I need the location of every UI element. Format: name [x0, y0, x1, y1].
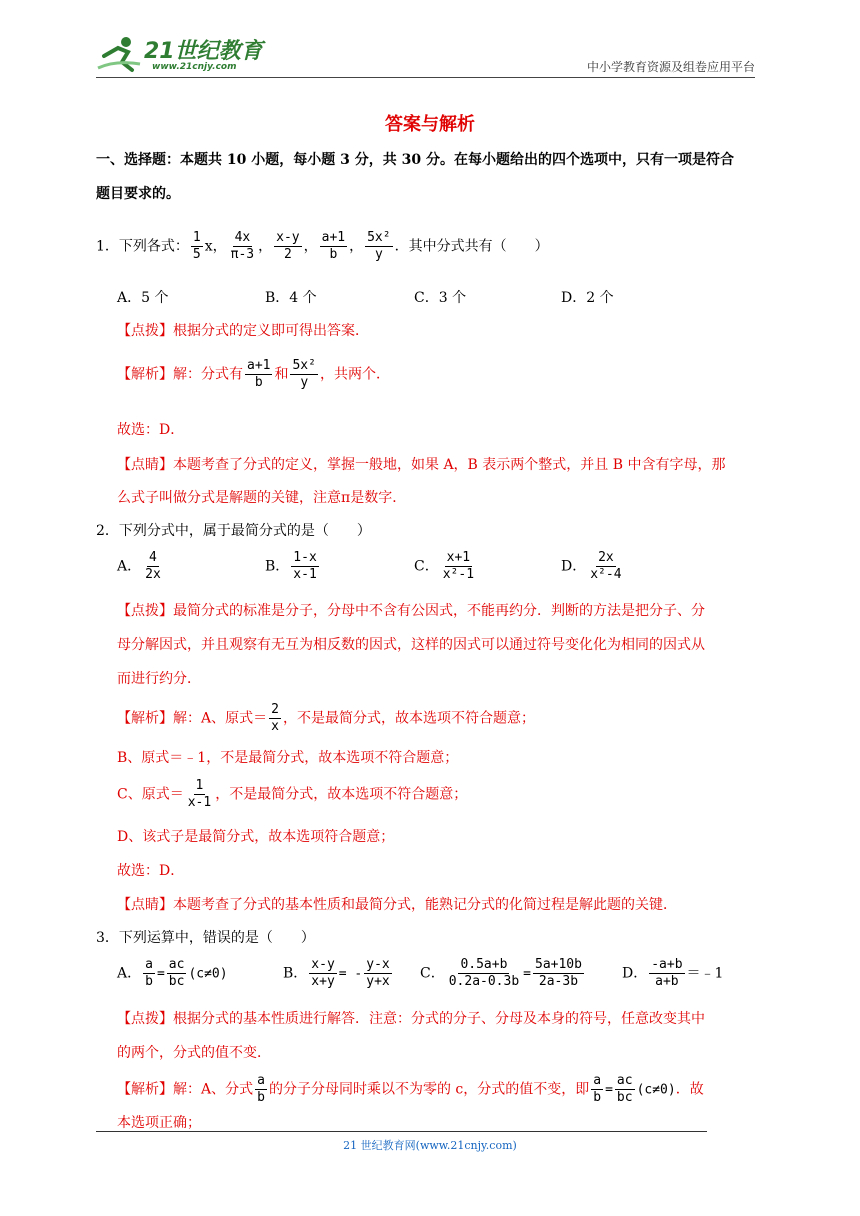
- q2-option-b: B． $\frac{1-x}{x-1}$: [265, 550, 317, 582]
- q1-option-d: D．2 个: [561, 290, 614, 306]
- q1-expr-2: $\frac{4x}{\pi-3}$: [230, 230, 255, 262]
- q1-expr-5: $\frac{\text{5x²}}{y}$: [367, 230, 391, 262]
- logo-text: 21世纪教育: [144, 39, 263, 64]
- q3-option-b: B． $\frac{x-y}{x+y}$ = - $\frac{y-x}{y+x}$: [283, 957, 390, 989]
- header-platform-text: 中小学教育资源及组卷应用平台: [586, 60, 755, 74]
- q1-answer: 故选：D．: [117, 422, 185, 438]
- q1-number: 1．下列各式：: [96, 238, 189, 255]
- header-divider: [96, 77, 755, 78]
- q1-option-a: A．5 个: [117, 290, 169, 306]
- q3-stem: 3．下列运算中，错误的是（ ）: [96, 930, 315, 946]
- q2-option-a: A． $\frac{4}{2x}$: [117, 550, 161, 582]
- q1-stem: 1．下列各式： $\frac{1}{5}$ x， $\frac{4x}{\pi-3}$ ， $\frac{x-y}{2}$ ， $\frac{a+1}{b}$ ， $\frac{\text{5x²}}{y}$ ．其中分式共有（ ）: [96, 230, 549, 262]
- q3-jiexi-line2: 本选项正确；: [117, 1115, 201, 1131]
- q1-expr-1: $\frac{1}{5}$: [192, 230, 201, 262]
- q2-dianjing: 【点睛】本题考查了分式的基本性质和最简分式，能熟记分式的化简过程是解此题的关键．: [117, 897, 677, 913]
- q3-dianbo-line2: 的两个，分式的值不变．: [117, 1045, 271, 1061]
- q3-option-d: D． $\frac{-a+b}{a+b}$ ＝﹣1: [622, 957, 724, 989]
- logo-url: www.21cnjy.com: [152, 62, 237, 72]
- q2-stem: 2．下列分式中，属于最简分式的是（ ）: [96, 523, 371, 539]
- q3-option-c: C． $\frac{0.5a+b}{0.2a-0.3b}$ = $\frac{5a+10b}{2a-3b}$: [420, 957, 582, 989]
- q1-expr-4: $\frac{a+1}{b}$: [321, 230, 346, 262]
- q2-jiexi-c: C、原式＝ $\frac{1}{x-1}$ ，不是最简分式，故本选项不符合题意；: [117, 778, 468, 810]
- q1-dianbo: 【点拨】根据分式的定义即可得出答案．: [117, 323, 369, 339]
- q2-option-c: C． $\frac{x+1}{\text{x²-1}}$: [414, 550, 475, 582]
- q2-dianbo-line2: 母分解因式，并且观察有无互为相反数的因式，这样的因式可以通过符号变化化为相同的因式从: [117, 637, 705, 653]
- runner-logo-icon: [96, 34, 142, 74]
- section-heading-line2: 题目要求的。: [96, 186, 180, 202]
- footer-divider: [96, 1131, 707, 1132]
- footer-text: 21 世纪教育网(www.21cnjy.com): [343, 1139, 517, 1152]
- q2-jiexi-d: D、该式子是最简分式，故本选项符合题意；: [117, 829, 395, 845]
- q1-option-c: C．3 个: [414, 290, 467, 306]
- q1-expr-3: $\frac{x-y}{2}$: [276, 230, 300, 262]
- q1-dianjing-line1: 【点睛】本题考查了分式的定义，掌握一般地，如果 A，B 表示两个整式，并且 B 中含有字母，那: [117, 457, 726, 473]
- section-heading-line1: 一、选择题：本题共 10 小题，每小题 3 分，共 30 分。在每小题给出的四个选项中，只有一项是符合: [96, 152, 734, 168]
- q2-option-d: D． $\frac{2x}{\text{x²-4}}$: [561, 550, 622, 582]
- q2-dianbo-line3: 而进行约分．: [117, 671, 201, 687]
- q2-answer: 故选：D．: [117, 863, 185, 879]
- q2-jiexi-b: B、原式＝﹣1，不是最简分式，故本选项不符合题意；: [117, 750, 459, 766]
- page-title: 答案与解析: [385, 114, 475, 135]
- q3-jiexi: 【解析】解：A、分式 $\frac{a}{b}$ 的分子分母同时乘以不为零的 c，分式的值不变，即 $\frac{a}{b}$ = $\frac{ac}{bc}$ (c≠0)．故: [117, 1073, 704, 1105]
- q3-option-a: A． $\frac{a}{b}$ = $\frac{ac}{bc}$ (c≠0): [117, 957, 228, 989]
- q2-dianbo-line1: 【点拨】最简分式的标准是分子，分母中不含有公因式，不能再约分．判断的方法是把分子、分: [117, 603, 705, 619]
- q2-jiexi-a: 【解析】解：A、原式＝ $\frac{2}{x}$ ，不是最简分式，故本选项不符合题意；: [117, 702, 535, 734]
- q3-dianbo-line1: 【点拨】根据分式的基本性质进行解答．注意：分式的分子、分母及本身的符号，任意改变其中: [117, 1011, 705, 1027]
- q1-option-b: B．4 个: [265, 290, 317, 306]
- q1-jiexi: 【解析】解：分式有 $\frac{a+1}{b}$ 和 $\frac{\text{5x²}}{y}$ ，共两个．: [117, 358, 390, 390]
- q1-dianjing-line2: 么式子叫做分式是解题的关键，注意π是数字．: [117, 490, 407, 506]
- logo: [96, 34, 276, 78]
